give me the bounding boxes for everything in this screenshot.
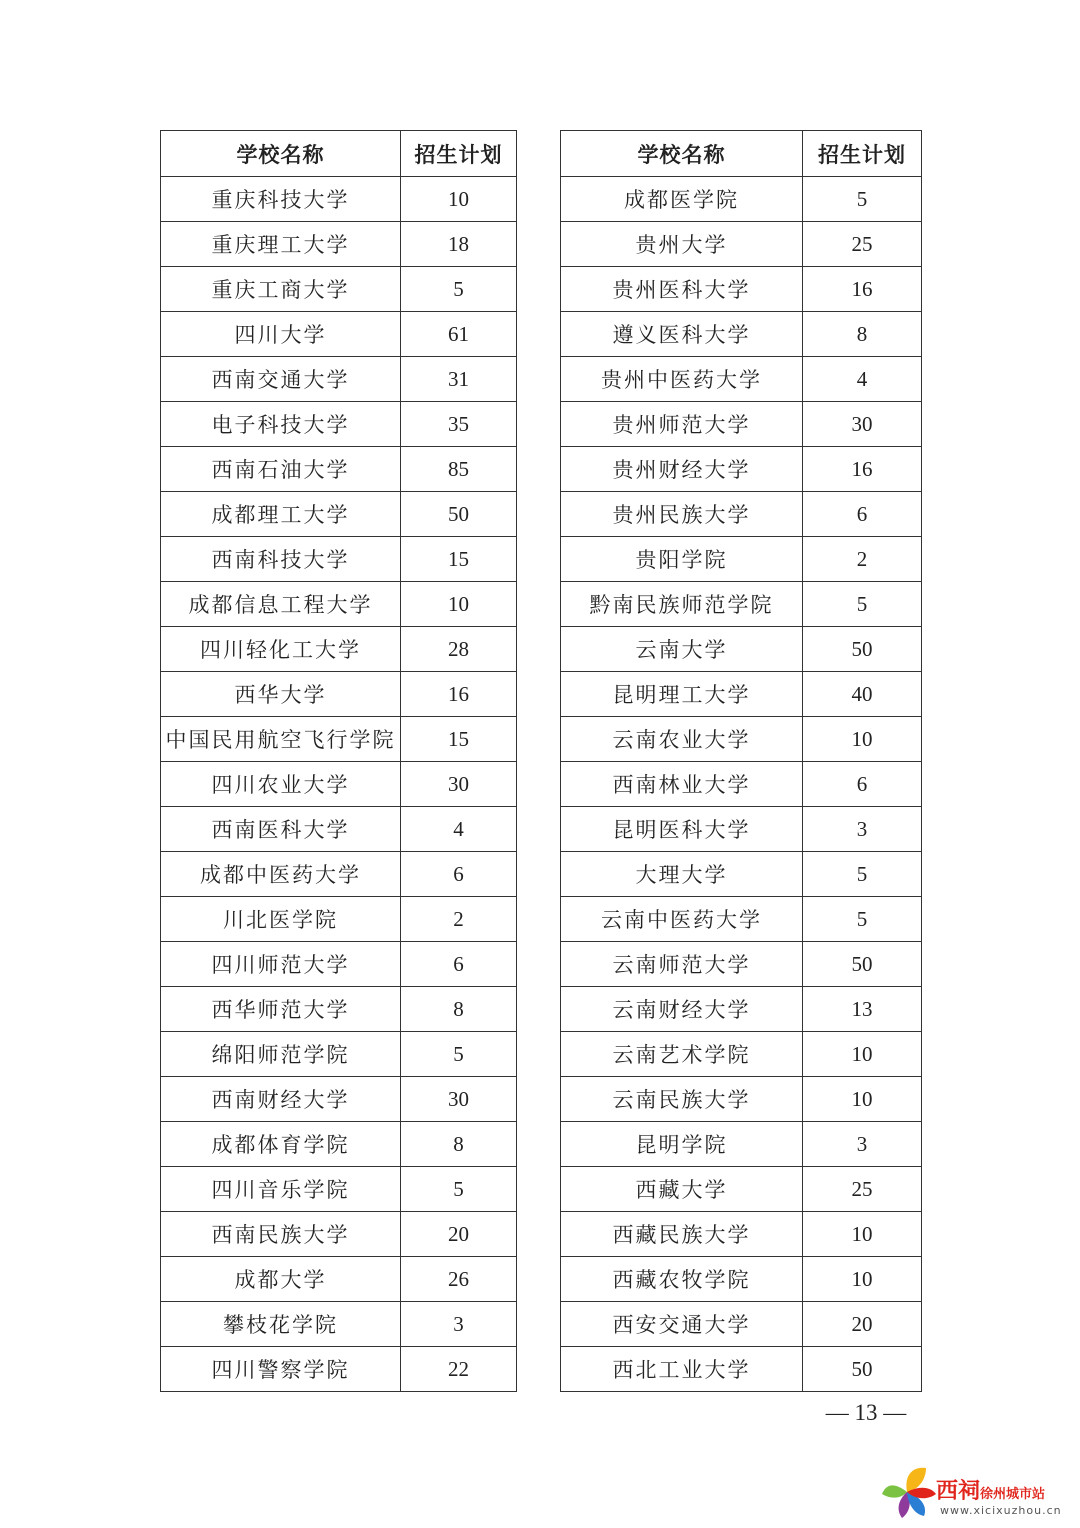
table-row xyxy=(561,1167,922,1212)
enrollment-plan-cell: 61 xyxy=(401,312,517,357)
enrollment-plan-cell: 10 xyxy=(803,1257,922,1302)
enrollment-plan-cell: 30 xyxy=(401,1077,517,1122)
school-name-cell: 贵州师范大学 xyxy=(561,402,803,447)
school-name-cell: 西藏民族大学 xyxy=(561,1212,803,1257)
table-row xyxy=(561,672,922,717)
table-row xyxy=(561,1032,922,1077)
enrollment-plan-cell: 50 xyxy=(803,1347,922,1392)
school-name-cell: 西南科技大学 xyxy=(161,537,401,582)
table-row xyxy=(161,447,517,492)
table-row xyxy=(561,1212,922,1257)
enrollment-plan-cell: 5 xyxy=(401,1032,517,1077)
school-name-cell: 西南医科大学 xyxy=(161,807,401,852)
table-row xyxy=(161,1347,517,1392)
school-name-cell: 西安交通大学 xyxy=(561,1302,803,1347)
enrollment-plan-cell: 2 xyxy=(803,537,922,582)
table-row xyxy=(161,267,517,312)
enrollment-plan-cell: 5 xyxy=(803,177,922,222)
school-name-cell: 成都医学院 xyxy=(561,177,803,222)
header-school-name: 学校名称 xyxy=(161,131,401,177)
table-row xyxy=(161,492,517,537)
enrollment-plan-cell: 4 xyxy=(401,807,517,852)
table-row xyxy=(161,1302,517,1347)
school-name-cell: 川北医学院 xyxy=(161,897,401,942)
school-name-cell: 贵阳学院 xyxy=(561,537,803,582)
table-header-row xyxy=(161,131,517,177)
table-row xyxy=(561,1257,922,1302)
school-name-cell: 西南民族大学 xyxy=(161,1212,401,1257)
table-row xyxy=(161,942,517,987)
table-row xyxy=(161,1257,517,1302)
table-row xyxy=(161,672,517,717)
school-name-cell: 贵州民族大学 xyxy=(561,492,803,537)
enrollment-plan-cell: 40 xyxy=(803,672,922,717)
school-name-cell: 云南艺术学院 xyxy=(561,1032,803,1077)
table-row xyxy=(161,852,517,897)
school-name-cell: 贵州大学 xyxy=(561,222,803,267)
header-school-name: 学校名称 xyxy=(561,131,803,177)
school-name-cell: 大理大学 xyxy=(561,852,803,897)
table-row xyxy=(561,357,922,402)
enrollment-plan-cell: 3 xyxy=(401,1302,517,1347)
enrollment-plan-cell: 50 xyxy=(803,627,922,672)
school-name-cell: 四川轻化工大学 xyxy=(161,627,401,672)
school-name-cell: 成都理工大学 xyxy=(161,492,401,537)
table-row xyxy=(561,1122,922,1167)
school-name-cell: 重庆科技大学 xyxy=(161,177,401,222)
school-name-cell: 昆明医科大学 xyxy=(561,807,803,852)
school-name-cell: 昆明理工大学 xyxy=(561,672,803,717)
enrollment-plan-cell: 30 xyxy=(401,762,517,807)
enrollment-plan-cell: 31 xyxy=(401,357,517,402)
enrollment-plan-cell: 18 xyxy=(401,222,517,267)
table-row xyxy=(561,852,922,897)
table-header-row xyxy=(561,131,922,177)
enrollment-plan-cell: 16 xyxy=(803,447,922,492)
enrollment-plan-cell: 16 xyxy=(401,672,517,717)
school-name-cell: 云南师范大学 xyxy=(561,942,803,987)
enrollment-plan-cell: 35 xyxy=(401,402,517,447)
table-row xyxy=(161,762,517,807)
table-row xyxy=(561,312,922,357)
enrollment-plan-cell: 13 xyxy=(803,987,922,1032)
table-row xyxy=(561,402,922,447)
enrollment-plan-cell: 5 xyxy=(401,1167,517,1212)
school-name-cell: 贵州医科大学 xyxy=(561,267,803,312)
school-name-cell: 西华师范大学 xyxy=(161,987,401,1032)
school-name-cell: 云南中医药大学 xyxy=(561,897,803,942)
watermark-url: www.xicixuzhou.cn xyxy=(940,1504,1062,1517)
school-name-cell: 西南林业大学 xyxy=(561,762,803,807)
table-row xyxy=(161,1122,517,1167)
enrollment-plan-cell: 2 xyxy=(401,897,517,942)
enrollment-plan-cell: 25 xyxy=(803,1167,922,1212)
logo-petal-green xyxy=(882,1485,907,1497)
enrollment-plan-cell: 3 xyxy=(803,1122,922,1167)
school-name-cell: 西华大学 xyxy=(161,672,401,717)
enrollment-plan-cell: 50 xyxy=(803,942,922,987)
watermark-title xyxy=(936,1474,1045,1505)
watermark-brand: 西祠 xyxy=(936,1479,981,1504)
table-row xyxy=(161,1032,517,1077)
school-name-cell: 四川师范大学 xyxy=(161,942,401,987)
school-name-cell: 中国民用航空飞行学院 xyxy=(161,717,401,762)
enrollment-plan-cell: 8 xyxy=(401,1122,517,1167)
table-row xyxy=(561,447,922,492)
table-row xyxy=(161,897,517,942)
enrollment-plan-cell: 8 xyxy=(803,312,922,357)
table-row xyxy=(161,1077,517,1122)
enrollment-plan-cell: 6 xyxy=(401,942,517,987)
table-row xyxy=(561,222,922,267)
school-name-cell: 重庆理工大学 xyxy=(161,222,401,267)
school-name-cell: 西藏大学 xyxy=(561,1167,803,1212)
enrollment-plan-cell: 5 xyxy=(803,582,922,627)
school-name-cell: 西南石油大学 xyxy=(161,447,401,492)
school-name-cell: 云南大学 xyxy=(561,627,803,672)
enrollment-plan-cell: 10 xyxy=(401,177,517,222)
enrollment-plan-cell: 22 xyxy=(401,1347,517,1392)
table-row xyxy=(561,807,922,852)
header-enrollment-plan: 招生计划 xyxy=(803,131,922,177)
table-row xyxy=(561,942,922,987)
enrollment-plan-cell: 50 xyxy=(401,492,517,537)
enrollment-plan-cell: 28 xyxy=(401,627,517,672)
school-name-cell: 西藏农牧学院 xyxy=(561,1257,803,1302)
table-row xyxy=(561,762,922,807)
page-number: — 13 — xyxy=(825,1400,907,1425)
enrollment-plan-cell: 20 xyxy=(803,1302,922,1347)
school-name-cell: 四川大学 xyxy=(161,312,401,357)
table-row xyxy=(161,312,517,357)
school-name-cell: 云南民族大学 xyxy=(561,1077,803,1122)
enrollment-plan-cell: 15 xyxy=(401,537,517,582)
school-name-cell: 成都体育学院 xyxy=(161,1122,401,1167)
table-row xyxy=(561,987,922,1032)
table-row xyxy=(161,402,517,447)
table-row xyxy=(561,1077,922,1122)
table-row xyxy=(561,492,922,537)
school-name-cell: 四川农业大学 xyxy=(161,762,401,807)
table-row xyxy=(561,1347,922,1392)
school-name-cell: 西南财经大学 xyxy=(161,1077,401,1122)
enrollment-plan-cell: 5 xyxy=(401,267,517,312)
enrollment-plan-cell: 6 xyxy=(401,852,517,897)
school-name-cell: 四川音乐学院 xyxy=(161,1167,401,1212)
enrollment-plan-cell: 4 xyxy=(803,357,922,402)
table-row xyxy=(561,717,922,762)
school-name-cell: 攀枝花学院 xyxy=(161,1302,401,1347)
school-name-cell: 成都信息工程大学 xyxy=(161,582,401,627)
school-name-cell: 云南农业大学 xyxy=(561,717,803,762)
table-row xyxy=(161,987,517,1032)
school-name-cell: 贵州中医药大学 xyxy=(561,357,803,402)
watermark-subtitle: 徐州城市站 xyxy=(980,1487,1046,1502)
enrollment-plan-cell: 5 xyxy=(803,897,922,942)
enrollment-table-right xyxy=(560,130,922,1392)
enrollment-plan-cell: 16 xyxy=(803,267,922,312)
table-row xyxy=(161,717,517,762)
school-name-cell: 成都中医药大学 xyxy=(161,852,401,897)
enrollment-plan-cell: 10 xyxy=(803,1212,922,1257)
school-name-cell: 绵阳师范学院 xyxy=(161,1032,401,1077)
enrollment-plan-cell: 10 xyxy=(401,582,517,627)
enrollment-plan-cell: 8 xyxy=(401,987,517,1032)
table-row xyxy=(161,357,517,402)
table-row xyxy=(561,1302,922,1347)
school-name-cell: 重庆工商大学 xyxy=(161,267,401,312)
school-name-cell: 西北工业大学 xyxy=(561,1347,803,1392)
table-row xyxy=(161,582,517,627)
enrollment-plan-cell: 30 xyxy=(803,402,922,447)
table-row xyxy=(561,627,922,672)
school-name-cell: 遵义医科大学 xyxy=(561,312,803,357)
enrollment-plan-cell: 5 xyxy=(803,852,922,897)
table-row xyxy=(161,1167,517,1212)
enrollment-plan-cell: 10 xyxy=(803,1077,922,1122)
enrollment-plan-cell: 15 xyxy=(401,717,517,762)
enrollment-plan-cell: 3 xyxy=(803,807,922,852)
school-name-cell: 黔南民族师范学院 xyxy=(561,582,803,627)
pinwheel-logo-icon xyxy=(876,1462,938,1522)
table-row xyxy=(161,807,517,852)
table-row xyxy=(561,582,922,627)
school-name-cell: 西南交通大学 xyxy=(161,357,401,402)
enrollment-plan-cell: 20 xyxy=(401,1212,517,1257)
enrollment-plan-cell: 25 xyxy=(803,222,922,267)
table-row xyxy=(161,222,517,267)
enrollment-plan-cell: 10 xyxy=(803,717,922,762)
school-name-cell: 成都大学 xyxy=(161,1257,401,1302)
table-row xyxy=(561,177,922,222)
school-name-cell: 四川警察学院 xyxy=(161,1347,401,1392)
table-row xyxy=(161,537,517,582)
table-row xyxy=(161,1212,517,1257)
site-watermark xyxy=(876,1462,1076,1522)
school-name-cell: 云南财经大学 xyxy=(561,987,803,1032)
school-name-cell: 贵州财经大学 xyxy=(561,447,803,492)
table-row xyxy=(561,537,922,582)
school-name-cell: 电子科技大学 xyxy=(161,402,401,447)
enrollment-plan-cell: 85 xyxy=(401,447,517,492)
table-row xyxy=(161,627,517,672)
header-enrollment-plan: 招生计划 xyxy=(401,131,517,177)
table-row xyxy=(561,897,922,942)
table-row xyxy=(161,177,517,222)
table-row xyxy=(561,267,922,312)
enrollment-plan-cell: 10 xyxy=(803,1032,922,1077)
enrollment-plan-cell: 6 xyxy=(803,762,922,807)
enrollment-plan-cell: 26 xyxy=(401,1257,517,1302)
school-name-cell: 昆明学院 xyxy=(561,1122,803,1167)
enrollment-plan-cell: 6 xyxy=(803,492,922,537)
enrollment-table-left xyxy=(160,130,517,1392)
